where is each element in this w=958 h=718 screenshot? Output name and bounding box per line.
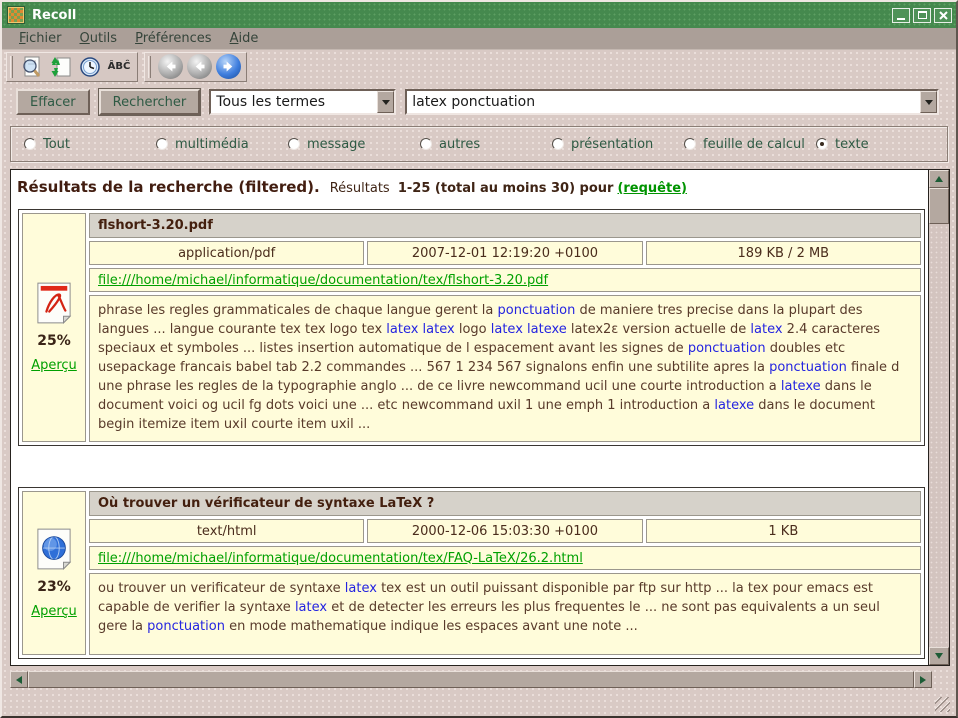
result-item	[18, 209, 925, 446]
filter-label: texte	[835, 136, 869, 152]
results-list	[11, 209, 928, 659]
result-size-cell	[646, 241, 921, 265]
search-row	[2, 83, 956, 120]
radio-icon	[420, 138, 432, 150]
result-url-link[interactable]: file:///home/michael/informatique/documentation/tex/flshort-3.20.pdf	[98, 272, 549, 288]
filter-option-feuille-de-calcul[interactable]	[684, 137, 816, 152]
search-button[interactable]: Rechercher	[99, 89, 201, 115]
arrow-right-icon	[920, 676, 926, 684]
chevron-down-icon[interactable]	[377, 91, 394, 113]
history-clock-icon[interactable]	[77, 54, 103, 80]
radio-icon	[24, 138, 36, 150]
history-clock-glyph	[78, 55, 102, 79]
filter-label: multimédia	[175, 136, 249, 152]
query-link[interactable]: (requête)	[617, 181, 687, 196]
result-title-cell	[89, 491, 921, 516]
results-frame	[10, 169, 950, 666]
minimize-button[interactable]	[892, 8, 910, 23]
preview-link[interactable]: Aperçu	[31, 358, 77, 373]
result-url-cell	[89, 546, 921, 570]
filter-label: autres	[439, 136, 481, 152]
scrollbar-corner	[932, 671, 956, 688]
toolbar-group-nav	[144, 52, 247, 82]
pdf-icon	[36, 282, 72, 324]
menu-item-fichier[interactable]: Fichier	[19, 31, 62, 46]
scroll-down-button[interactable]	[929, 647, 949, 665]
results-header	[11, 170, 928, 196]
status-bar	[2, 688, 956, 716]
filter-option-tout[interactable]	[24, 137, 156, 152]
radio-icon	[684, 138, 696, 150]
result-size-cell	[646, 519, 921, 543]
result-mime: application/pdf	[178, 245, 276, 261]
relevance-percent: 25%	[37, 333, 71, 349]
arrow-up-icon	[935, 176, 943, 182]
filter-bar	[10, 126, 948, 162]
result-date: 2000-12-06 15:03:30 +0100	[411, 523, 599, 539]
search-query-combo[interactable]	[405, 89, 939, 115]
menu-item-preferences[interactable]: Préférences	[135, 31, 212, 46]
filter-label: message	[307, 136, 366, 152]
close-button[interactable]	[934, 8, 952, 23]
toolbar-drag-handle[interactable]	[148, 56, 151, 78]
filter-label: présentation	[571, 136, 654, 152]
radio-icon	[288, 138, 300, 150]
sort-doc-icon[interactable]	[48, 54, 74, 80]
results-header-title: Résultats de la recherche (filtered).	[17, 178, 320, 196]
close-icon	[939, 11, 948, 20]
results-count-prefix: Résultats	[329, 181, 390, 196]
chevron-down-icon[interactable]	[920, 91, 937, 113]
result-side-cell	[22, 491, 86, 655]
search-input[interactable]	[407, 91, 920, 113]
horizontal-scrollbar	[10, 671, 932, 688]
preview-link[interactable]: Aperçu	[31, 603, 77, 619]
preview-doc-icon[interactable]	[19, 54, 45, 80]
toolbar-drag-handle[interactable]	[10, 56, 13, 78]
menu-item-outils[interactable]: Outils	[79, 31, 118, 46]
result-date: 2007-12-01 12:19:20 +0100	[411, 245, 599, 261]
menu-bar	[2, 28, 956, 50]
menu-item-aide[interactable]: Aide	[229, 31, 259, 46]
preview-doc-glyph	[20, 55, 44, 79]
toolbar	[2, 50, 956, 83]
term-explorer-label: ÂBĈ	[107, 61, 131, 72]
results-area	[11, 170, 928, 665]
radio-icon	[816, 138, 828, 150]
filter-option-autres[interactable]	[420, 137, 552, 152]
scroll-up-button[interactable]	[929, 170, 949, 188]
arrow-down-icon	[935, 653, 943, 659]
horizontal-scroll-thumb[interactable]	[28, 671, 914, 688]
result-url-cell	[89, 268, 921, 292]
results-count-range: 1-25 (total au moins 30) pour	[397, 181, 614, 196]
nav-back-button[interactable]	[186, 54, 212, 80]
result-mime-cell	[89, 519, 364, 543]
result-title-cell	[89, 213, 921, 238]
filter-label: feuille de calcul	[703, 136, 805, 152]
result-mime-cell	[89, 241, 364, 265]
filter-option-message[interactable]	[288, 137, 420, 152]
recoll-app-icon	[7, 6, 25, 24]
window-title: Recoll	[32, 7, 77, 23]
result-title: Où trouver un vérificateur de syntaxe LaTeX ?	[98, 496, 435, 511]
scroll-left-button[interactable]	[10, 671, 28, 688]
result-title: flshort-3.20.pdf	[98, 218, 213, 233]
filter-option-texte[interactable]	[816, 137, 869, 152]
nav-forward-icon	[216, 54, 241, 79]
relevance-percent: 23%	[37, 578, 71, 595]
arrow-left-icon	[16, 676, 22, 684]
resize-grip[interactable]	[935, 697, 950, 712]
term-explorer-icon[interactable]	[106, 54, 132, 80]
minimize-icon	[897, 18, 905, 20]
vertical-scrollbar	[928, 170, 949, 665]
result-side-cell	[22, 213, 86, 442]
maximize-button[interactable]	[913, 8, 931, 23]
vertical-scroll-track[interactable]	[929, 224, 949, 647]
window-controls	[892, 8, 952, 23]
result-date-cell	[367, 241, 642, 265]
result-snippet: ou trouver un verificateur de syntaxe latex tex est un outil puissant disponible par ftp sur http ... la tex pour emacs est capable de verifier la syntaxe latex et de detecter les erreurs les plus frequentes le ... ne sont pas equivalents a un seul gere la ponctuation en mode mathematique indique les espaces avant une note ...	[89, 573, 921, 655]
titlebar[interactable]	[2, 2, 956, 28]
clear-button[interactable]: Effacer	[16, 89, 90, 115]
search-mode-value: Tous les termes	[216, 94, 326, 110]
maximize-icon	[918, 11, 927, 19]
vertical-scroll-thumb[interactable]	[929, 188, 949, 224]
radio-icon	[552, 138, 564, 150]
nav-forward-button[interactable]	[215, 54, 241, 80]
sort-doc-glyph	[49, 55, 73, 79]
search-mode-select[interactable]	[209, 89, 396, 115]
result-item	[18, 487, 925, 659]
result-snippet: phrase les regles grammaticales de chaque langue gerent la ponctuation de maniere tres precise dans la plupart des langues ... langue courante tex tex logo tex latex latex logo latex latexe latex2ε version actuelle de latex 2.4 caracteres speciaux et symboles ... listes insertion automatique de l espacement avant les signes de ponctuation doubles etc usepackage francais babel tab 2.2 commandes ... 567 1 234 567 signalons enfin une subtilite apres la ponctuation finale d une phrase les regles de la typographie anglo ... de ce livre newcommand ucil une courte introduction a latexe dans le document voici og ucil fg dots voici une ... etc newcommand uxil 1 une emph 1 introduction a latexe dans le document begin itemize item uxil courte item uxil ...	[89, 295, 921, 442]
horizontal-scroll-row	[10, 671, 956, 688]
toolbar-group-main	[6, 52, 138, 82]
filter-option-presentation[interactable]	[552, 137, 684, 152]
filter-option-multimedia[interactable]	[156, 137, 288, 152]
html-doc-icon	[36, 528, 72, 570]
nav-back-icon	[158, 54, 183, 79]
result-size: 1 KB	[768, 523, 799, 539]
filter-label: Tout	[43, 136, 71, 152]
result-url-link[interactable]: file:///home/michael/informatique/documentation/tex/FAQ-LaTeX/26.2.html	[98, 550, 583, 566]
result-date-cell	[367, 519, 642, 543]
result-mime: text/html	[196, 523, 257, 539]
result-size: 189 KB / 2 MB	[737, 245, 830, 261]
radio-icon	[156, 138, 168, 150]
nav-back-icon	[187, 54, 212, 79]
nav-first-button[interactable]	[157, 54, 183, 80]
scroll-right-button[interactable]	[914, 671, 932, 688]
